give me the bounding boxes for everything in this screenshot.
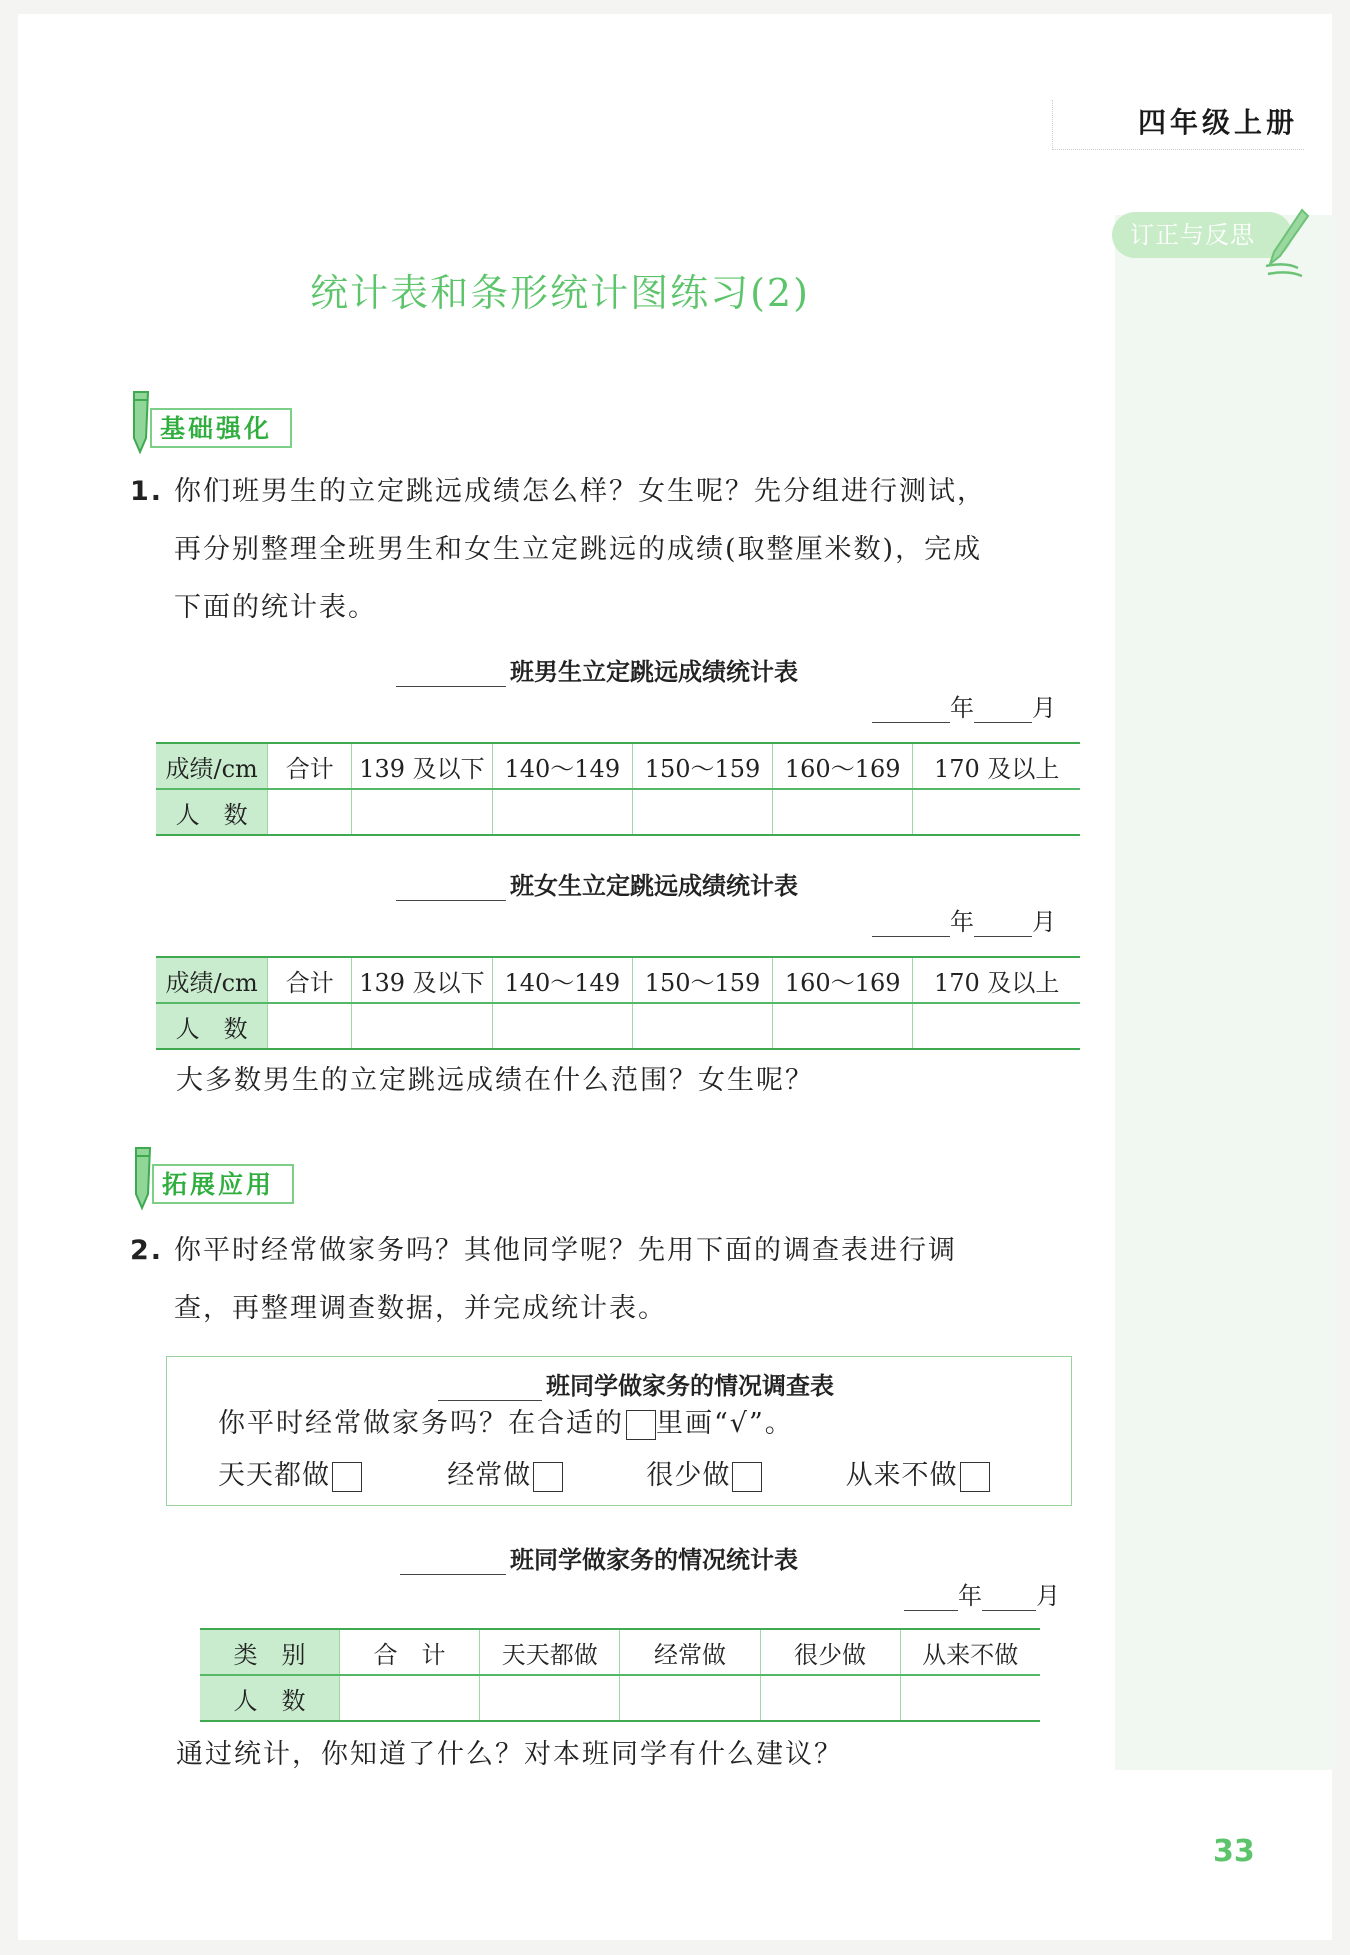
table-header-cell: 很少做 bbox=[760, 1629, 900, 1675]
year-label: 年 bbox=[950, 908, 974, 936]
option-checkbox[interactable] bbox=[533, 1462, 563, 1492]
table-header-cell: 从来不做 bbox=[900, 1629, 1040, 1675]
question-text-line: 你平时经常做家务吗？其他同学呢？先用下面的调查表进行调 bbox=[174, 1235, 957, 1266]
survey-question-end: 里画“√”。 bbox=[656, 1408, 794, 1439]
year-label: 年 bbox=[950, 694, 974, 722]
option-label: 从来不做 bbox=[845, 1460, 958, 1491]
table-header-cell: 150～159 bbox=[632, 957, 772, 1003]
date-line bbox=[872, 902, 1056, 937]
table-row bbox=[156, 789, 1080, 835]
table-header-row bbox=[156, 957, 1080, 1003]
table-header-cell: 天天都做 bbox=[480, 1629, 620, 1675]
class-name-blank[interactable] bbox=[396, 878, 506, 901]
answer-cell[interactable] bbox=[352, 789, 493, 835]
question-text-line: 大多数男生的立定跳远成绩在什么范围？女生呢？ bbox=[176, 1065, 814, 1096]
table-header-cell: 139 及以下 bbox=[352, 957, 493, 1003]
option-label: 经常做 bbox=[447, 1460, 532, 1491]
question-text-line: 你们班男生的立定跳远成绩怎么样？女生呢？先分组进行测试， bbox=[174, 476, 986, 507]
question-number: 1. bbox=[130, 476, 164, 507]
table-header-cell: 140～149 bbox=[492, 957, 632, 1003]
row-label: 人 数 bbox=[156, 1003, 268, 1049]
page-number: 33 bbox=[1213, 1834, 1255, 1869]
class-name-blank[interactable] bbox=[396, 664, 506, 687]
answer-cell[interactable] bbox=[492, 789, 632, 835]
option-label: 天天都做 bbox=[218, 1460, 330, 1491]
chores-table bbox=[200, 1628, 1040, 1722]
followup-question-2 bbox=[176, 1726, 1076, 1784]
month-blank[interactable] bbox=[974, 916, 1032, 937]
caption-text: 班同学做家务的情况调查表 bbox=[546, 1372, 834, 1400]
followup-question-1 bbox=[176, 1052, 1076, 1110]
sample-checkbox bbox=[626, 1410, 656, 1440]
option-label: 很少做 bbox=[646, 1460, 731, 1491]
answer-cell[interactable] bbox=[773, 789, 913, 835]
year-blank[interactable] bbox=[872, 916, 950, 937]
table-header-cell: 150～159 bbox=[632, 743, 772, 789]
month-blank[interactable] bbox=[974, 702, 1032, 723]
question-text-line: 查，再整理调查数据，并完成统计表。 bbox=[174, 1293, 667, 1324]
answer-cell[interactable] bbox=[268, 789, 352, 835]
survey-caption bbox=[438, 1366, 834, 1401]
pen-icon bbox=[1262, 208, 1310, 278]
table-header-cell: 160～169 bbox=[773, 957, 913, 1003]
month-label: 月 bbox=[1032, 694, 1056, 722]
year-label: 年 bbox=[958, 1582, 982, 1610]
answer-cell[interactable] bbox=[492, 1003, 632, 1049]
boys-table bbox=[156, 742, 1080, 836]
table-row bbox=[200, 1675, 1040, 1721]
table-header-cell: 140～149 bbox=[492, 743, 632, 789]
table-row bbox=[156, 1003, 1080, 1049]
table-header-cell: 160～169 bbox=[773, 743, 913, 789]
answer-cell[interactable] bbox=[620, 1675, 760, 1721]
question-text-line: 通过统计，你知道了什么？对本班同学有什么建议？ bbox=[176, 1739, 843, 1770]
survey-question-text: 你平时经常做家务吗？在合适的 bbox=[218, 1408, 624, 1439]
row-label: 人 数 bbox=[200, 1675, 340, 1721]
year-blank[interactable] bbox=[872, 702, 950, 723]
table-header-cell: 139 及以下 bbox=[352, 743, 493, 789]
answer-cell[interactable] bbox=[773, 1003, 913, 1049]
option-checkbox[interactable] bbox=[732, 1462, 762, 1492]
table-header-cell: 成绩/cm bbox=[156, 957, 268, 1003]
question-text-line: 再分别整理全班男生和女生立定跳远的成绩(取整厘米数)，完成 bbox=[174, 534, 983, 565]
answer-cell[interactable] bbox=[268, 1003, 352, 1049]
table-header-cell: 合计 bbox=[268, 743, 352, 789]
question-2 bbox=[130, 1222, 1084, 1338]
answer-cell[interactable] bbox=[340, 1675, 480, 1721]
table-header-cell: 170 及以上 bbox=[913, 743, 1080, 789]
table-header-cell: 合 计 bbox=[340, 1629, 480, 1675]
survey-options bbox=[218, 1450, 1058, 1502]
table-header-row bbox=[200, 1629, 1040, 1675]
table-header-cell: 类 别 bbox=[200, 1629, 340, 1675]
answer-cell[interactable] bbox=[632, 1003, 772, 1049]
month-label: 月 bbox=[1036, 1582, 1060, 1610]
row-label: 人 数 bbox=[156, 789, 268, 835]
answer-cell[interactable] bbox=[480, 1675, 620, 1721]
caption-text: 班男生立定跳远成绩统计表 bbox=[510, 658, 798, 686]
caption-text: 班女生立定跳远成绩统计表 bbox=[510, 872, 798, 900]
option-checkbox[interactable] bbox=[960, 1462, 990, 1492]
month-blank[interactable] bbox=[982, 1590, 1036, 1611]
table-caption-boys bbox=[396, 652, 798, 687]
class-name-blank[interactable] bbox=[400, 1552, 506, 1575]
table-header-cell: 合计 bbox=[268, 957, 352, 1003]
answer-cell[interactable] bbox=[352, 1003, 493, 1049]
table-header-cell: 成绩/cm bbox=[156, 743, 268, 789]
date-line bbox=[872, 688, 1056, 723]
option-checkbox[interactable] bbox=[332, 1462, 362, 1492]
month-label: 月 bbox=[1032, 908, 1056, 936]
year-blank[interactable] bbox=[904, 1590, 958, 1611]
reflection-sidebar bbox=[1115, 215, 1335, 1770]
answer-cell[interactable] bbox=[632, 789, 772, 835]
answer-cell[interactable] bbox=[900, 1675, 1040, 1721]
table-caption-chores bbox=[400, 1540, 798, 1575]
survey-question bbox=[218, 1398, 1058, 1450]
table-caption-girls bbox=[396, 866, 798, 901]
reflection-badge: 订正与反思 bbox=[1112, 212, 1292, 258]
section-heading-extend: 拓展应用 bbox=[152, 1164, 294, 1204]
question-1 bbox=[130, 463, 1084, 637]
question-number: 2. bbox=[130, 1235, 164, 1266]
answer-cell[interactable] bbox=[760, 1675, 900, 1721]
table-header-row bbox=[156, 743, 1080, 789]
answer-cell[interactable] bbox=[913, 789, 1080, 835]
section-heading-basic: 基础强化 bbox=[150, 408, 292, 448]
girls-table bbox=[156, 956, 1080, 1050]
question-text-line: 下面的统计表。 bbox=[174, 592, 377, 623]
grade-label: 四年级上册 bbox=[1052, 100, 1304, 150]
page-title: 统计表和条形统计图练习(2) bbox=[310, 271, 810, 315]
table-header-cell: 170 及以上 bbox=[913, 957, 1080, 1003]
answer-cell[interactable] bbox=[913, 1003, 1080, 1049]
table-header-cell: 经常做 bbox=[620, 1629, 760, 1675]
caption-text: 班同学做家务的情况统计表 bbox=[510, 1546, 798, 1574]
date-line bbox=[904, 1576, 1060, 1611]
